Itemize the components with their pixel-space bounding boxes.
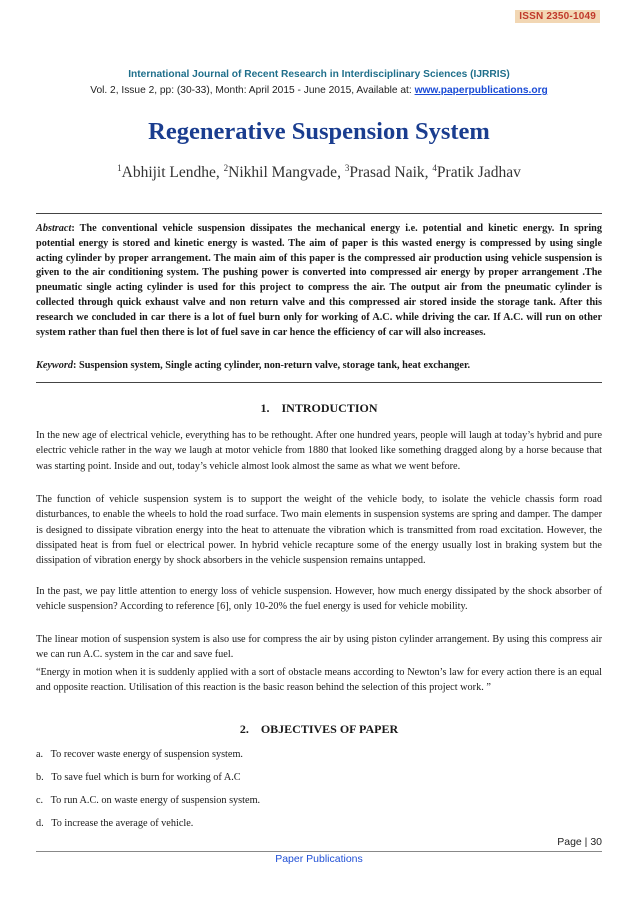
abstract [36, 222, 602, 340]
author-1: Abhijit Lendhe, [121, 164, 224, 182]
author-4-sup: 4 [432, 163, 437, 173]
keywords [36, 360, 602, 371]
objective-item: c. To run A.C. on waste energy of suspension system. [36, 795, 261, 806]
author-3-sup: 3 [344, 163, 350, 173]
author-4: Pratik Jadhav [436, 164, 521, 182]
keyword-label: Keyword [36, 360, 74, 371]
publisher-link[interactable]: Paper Publications [275, 853, 363, 865]
paper-title: Regenerative Suspension System [148, 118, 490, 145]
keyword-text: : Suspension system, Single acting cylinder, non-return valve, storage tank, heat exchanger. [73, 360, 471, 371]
author-list [0, 163, 638, 182]
volume-text: Vol. 2, Issue 2, pp: (30-33), Month: April 2015 - June 2015, Available at: [90, 85, 415, 96]
objective-item: a. To recover waste energy of suspension system. [36, 749, 243, 760]
intro-paragraph-1: In the new age of electrical vehicle, everything has to be rethought. After one hundred years, people will laugh at today’s hybrid and pure electric vehicle rather in the way we laugh at motor vehicle from 1880 that looked like something dragged along by a horse because that was starting point. Inside and out, today’s vehicle almost look almost the same as what we went before. [36, 430, 602, 472]
author-3: Prasad Naik, [349, 164, 433, 182]
footer-divider [36, 851, 602, 852]
objective-item: b. To save fuel which is burn for working of A.C [36, 772, 241, 783]
journal-name: International Journal of Recent Research in Interdisciplinary Sciences (IJRRIS) [128, 69, 510, 80]
intro-paragraph-4: The linear motion of suspension system is also use for compress the air by using piston cylinder arrangement. By using this compress air we can run A.C. system in the car and save fuel. [36, 634, 602, 661]
objective-item: d. To increase the average of vehicle. [36, 818, 194, 829]
issn-badge: ISSN 2350-1049 [515, 10, 600, 23]
intro-paragraph-3: In the past, we pay little attention to energy loss of vehicle suspension. However, how much energy dissipated by the shock absorber of vehicle suspension? According to reference [6], only 10-20% the fuel energy is used for vehicle mobility. [36, 586, 602, 613]
page-number: Page | 30 [557, 836, 602, 848]
author-2: Nikhil Mangvade, [228, 164, 345, 182]
website-link[interactable]: www.paperpublications.org [414, 85, 548, 96]
abstract-label: Abstract [36, 223, 72, 234]
intro-paragraph-2: The function of vehicle suspension system is to support the weight of the vehicle body, to isolate the vehicle chassis form road disturbances, to enable the wheels to hold the road surface. Two main elements in suspension systems are spring and damper. The damper is designed to dissipate vibration energy into the heat to attenuate the vibration which is transmitted from road excitation. However, the dissipated heat is from fuel or electrical power. In hybrid vehicle recapture some of the energy usually lost in braking system but the dissipation of vibration energy by shock absorbers in the vehicle suspension remains untapped. [36, 494, 602, 567]
introduction-heading: 1. INTRODUCTION [260, 401, 378, 415]
abstract-bottom-divider [36, 382, 602, 383]
intro-paragraph-5: “Energy in motion when it is suddenly applied with a sort of obstacle means according to Newton’s law for every action there is an equal and opposite reaction. Utilisation of this reaction is the basic reason behind the selection of this project work. ” [36, 667, 602, 694]
abstract-text: : The conventional vehicle suspension dissipates the mechanical energy i.e. potential and kinetic energy. In spring potential energy is stored and kinetic energy is wasted. The aim of paper is this wasted energy is compressed by using single acting cylinder by proper arrangement. The main aim of this paper is the compressed air production using vehicle suspension is given to the air conditioning system. The pushing power is converted into compressed air energy by proper arrangement .The pneumatic single acting cylinder is used for this project to compress the air. The output air from the pneumatic cylinder is collected through quick exhaust valve and non return valve and this compressed air stored inside the storage tank. After this research we concluded in car there is a lot of fuel burn only for working of A.C. while driving the car. If A.C. will run on other system rather than fuel then there is lot of fuel save in car hence the efficiency of car will also increases. [36, 223, 602, 338]
abstract-top-divider [36, 213, 602, 214]
objectives-heading: 2. OBJECTIVES OF PAPER [239, 722, 399, 736]
author-1-sup: 1 [117, 163, 122, 173]
volume-line [0, 85, 638, 96]
author-2-sup: 2 [223, 163, 229, 173]
